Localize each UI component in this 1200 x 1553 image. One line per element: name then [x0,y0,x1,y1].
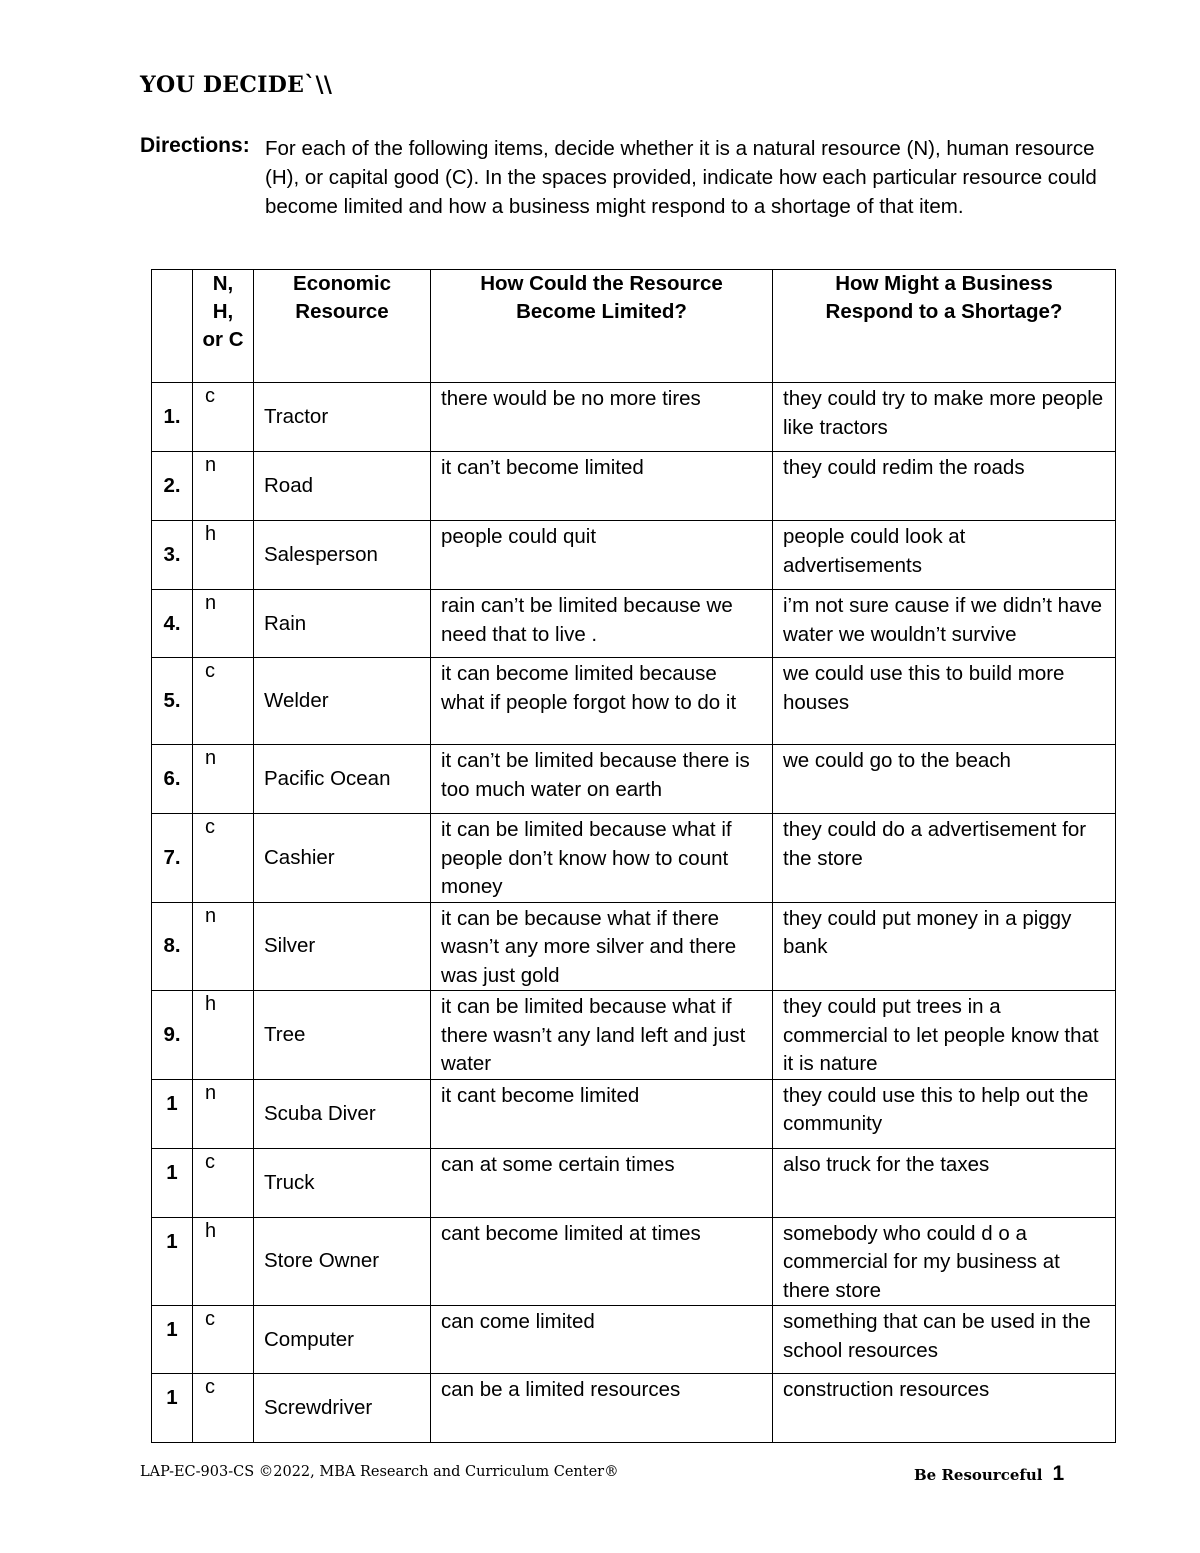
row-limited: cant become limited at times [431,1217,773,1306]
row-limited: it can’t become limited [431,452,773,521]
row-number: 1. [152,383,193,452]
row-resource: Road [254,452,431,521]
row-resource: Screwdriver [254,1374,431,1443]
row-limited: rain can’t be limited because we need that to live . [431,590,773,658]
table-row [152,1306,1116,1374]
table-header-row [152,270,1116,383]
row-resource: Cashier [254,814,431,903]
row-resource: Store Owner [254,1217,431,1306]
row-number: 4. [152,590,193,658]
row-respond: they could redim the roads [773,452,1116,521]
row-respond: somebody who could d o a commercial for my business at there store [773,1217,1116,1306]
row-number: 1 [152,1374,193,1443]
row-number: 1 [152,1148,193,1217]
row-code: n [193,452,254,521]
row-code: c [193,1374,254,1443]
page-title: YOU DECIDE`\\ [140,72,333,98]
table-row [152,452,1116,521]
row-respond: we could use this to build more houses [773,658,1116,745]
row-limited: it can be limited because what if there wasn’t any land left and just water [431,991,773,1080]
row-number: 2. [152,452,193,521]
row-resource: Truck [254,1148,431,1217]
table-row [152,1148,1116,1217]
footer-title [914,1462,1064,1486]
row-code: c [193,1306,254,1374]
row-limited: it can be because what if there wasn’t any more silver and there was just gold [431,902,773,991]
row-number: 6. [152,745,193,814]
row-limited: can come limited [431,1306,773,1374]
row-code: n [193,1079,254,1148]
row-limited: there would be no more tires [431,383,773,452]
footer-title-text: Be Resourceful [914,1466,1043,1484]
row-code: h [193,521,254,590]
footer-copyright: LAP-EC-903-CS ©2022, MBA Research and Curriculum Center® [140,1464,619,1480]
row-respond: i’m not sure cause if we didn’t have water we wouldn’t survive [773,590,1116,658]
row-limited: it can be limited because what if people don’t know how to count money [431,814,773,903]
row-resource: Tree [254,991,431,1080]
row-code: n [193,590,254,658]
row-limited: it cant become limited [431,1079,773,1148]
directions-label: Directions: [140,134,250,157]
row-code: c [193,383,254,452]
row-resource: Pacific Ocean [254,745,431,814]
row-code: c [193,814,254,903]
row-code: h [193,1217,254,1306]
table-row [152,814,1116,903]
row-resource: Computer [254,1306,431,1374]
header-respond: How Might a Business Respond to a Shortage? [773,270,1116,383]
row-code: c [193,658,254,745]
row-respond: they could put trees in a commercial to let people know that it is nature [773,991,1116,1080]
row-number: 1 [152,1217,193,1306]
row-code: n [193,902,254,991]
table-row [152,1079,1116,1148]
row-resource: Salesperson [254,521,431,590]
row-limited: it can become limited because what if people forgot how to do it [431,658,773,745]
row-number: 3. [152,521,193,590]
table-row [152,658,1116,745]
row-respond: they could do a advertisement for the store [773,814,1116,903]
row-code: n [193,745,254,814]
row-resource: Silver [254,902,431,991]
row-number: 8. [152,902,193,991]
row-limited: people could quit [431,521,773,590]
table-row [152,521,1116,590]
table-row [152,1217,1116,1306]
row-resource: Tractor [254,383,431,452]
row-respond: construction resources [773,1374,1116,1443]
row-code: c [193,1148,254,1217]
row-limited: it can’t be limited because there is too much water on earth [431,745,773,814]
page-number: 1 [1052,1462,1065,1485]
row-number: 9. [152,991,193,1080]
row-respond: they could use this to help out the community [773,1079,1116,1148]
row-number: 1 [152,1306,193,1374]
table-row [152,383,1116,452]
table-row [152,991,1116,1080]
row-respond: we could go to the beach [773,745,1116,814]
row-resource: Welder [254,658,431,745]
header-number [152,270,193,383]
directions-text: For each of the following items, decide whether it is a natural resource (N), human resource (H), or capital good (C). In the spaces provided, indicate how each particular resource could become limited and how a business might respond to a shortage of that item. [265,137,1097,218]
row-limited: can be a limited resources [431,1374,773,1443]
table-row [152,902,1116,991]
row-respond: they could try to make more people like tractors [773,383,1116,452]
header-code: N, H, or C [193,270,254,383]
header-resource: Economic Resource [254,270,431,383]
row-resource: Rain [254,590,431,658]
header-limited: How Could the Resource Become Limited? [431,270,773,383]
row-respond: also truck for the taxes [773,1148,1116,1217]
row-respond: people could look at advertisements [773,521,1116,590]
row-respond: they could put money in a piggy bank [773,902,1116,991]
row-resource: Scuba Diver [254,1079,431,1148]
table-row [152,1374,1116,1443]
row-number: 1 [152,1079,193,1148]
row-number: 5. [152,658,193,745]
table-row [152,590,1116,658]
row-number: 7. [152,814,193,903]
row-respond: something that can be used in the school resources [773,1306,1116,1374]
table-row [152,745,1116,814]
row-code: h [193,991,254,1080]
row-limited: can at some certain times [431,1148,773,1217]
resource-table [151,269,1116,1443]
